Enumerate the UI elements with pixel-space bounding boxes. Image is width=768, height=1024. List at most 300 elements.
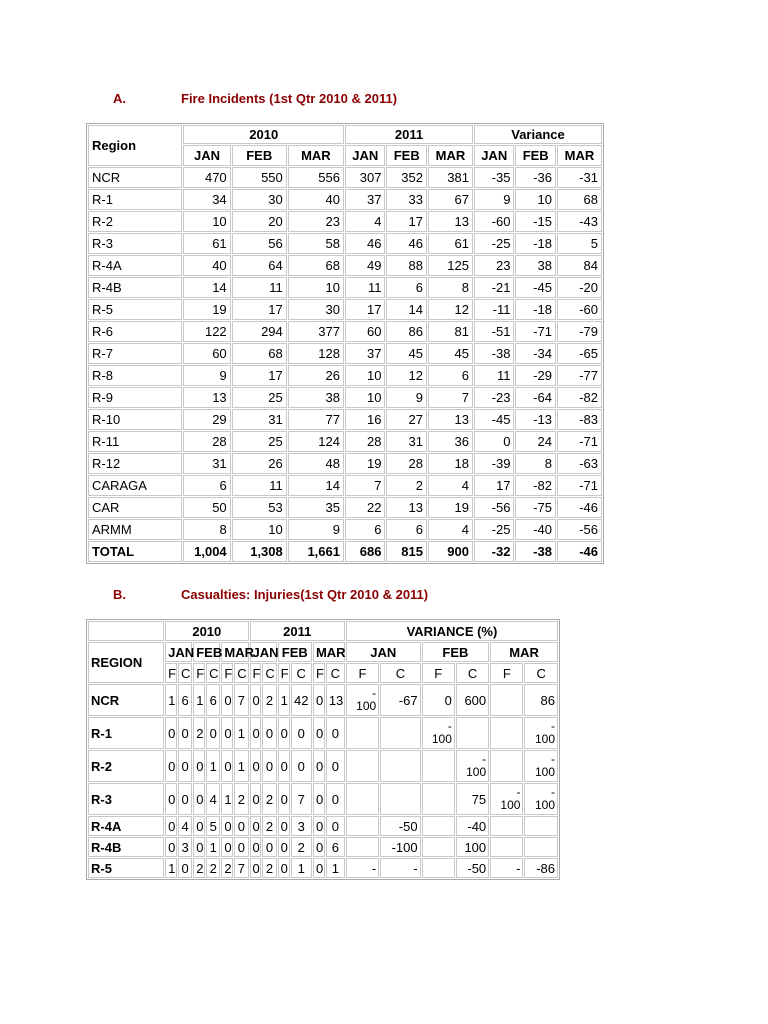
value-cell: 7 [345, 475, 385, 496]
value-cell: 10 [515, 189, 555, 210]
value-cell: 29 [183, 409, 230, 430]
variance-value: - 100 [431, 719, 452, 746]
value-cell: 2 [262, 858, 276, 878]
value-cell: 2 [262, 783, 276, 815]
value-cell: 1 [278, 684, 290, 716]
value-cell: 58 [288, 233, 344, 254]
value-cell: 0 [165, 816, 177, 836]
value-cell: 2 [262, 684, 276, 716]
fc-header-5: C [234, 663, 248, 683]
value-cell: 0 [221, 717, 233, 749]
value-cell: 36 [428, 431, 473, 452]
value-cell: 13 [183, 387, 230, 408]
value-cell: 0 [262, 750, 276, 782]
total-cell: 900 [428, 541, 473, 562]
value-cell: 3 [291, 816, 312, 836]
region-cell: CAR [88, 497, 182, 518]
value-cell: -21 [474, 277, 514, 298]
value-cell: 0 [250, 837, 262, 857]
value-cell: 0 [326, 717, 345, 749]
value-cell: 68 [288, 255, 344, 276]
value-cell: 125 [428, 255, 473, 276]
value-cell: 40 [183, 255, 230, 276]
fc-header-9: C [291, 663, 312, 683]
variance-value: - 100 [356, 686, 377, 713]
value-cell: 35 [288, 497, 344, 518]
value-cell: -13 [515, 409, 555, 430]
value-cell: 0 [291, 750, 312, 782]
value-cell: 11 [232, 277, 287, 298]
value-cell: -25 [474, 519, 514, 540]
value-cell: -35 [474, 167, 514, 188]
value-cell: 5 [206, 816, 220, 836]
variance-cell [524, 783, 558, 815]
month-header-3: JAN [345, 145, 385, 166]
value-cell: 8 [428, 277, 473, 298]
value-cell: 67 [428, 189, 473, 210]
value-cell: -79 [557, 321, 602, 342]
variance-cell [490, 837, 523, 857]
section-a-title: Fire Incidents (1st Qtr 2010 & 2011) [181, 91, 398, 106]
region-cell: R-4B [88, 837, 164, 857]
month-header-6: JAN [474, 145, 514, 166]
value-cell: -71 [557, 431, 602, 452]
value-cell: 17 [232, 299, 287, 320]
variance-cell [490, 816, 523, 836]
value-cell: 9 [474, 189, 514, 210]
value-cell: 53 [232, 497, 287, 518]
group-header-0: 2010 [183, 125, 344, 144]
month-header-0: JAN [183, 145, 230, 166]
value-cell: 49 [345, 255, 385, 276]
value-cell: 0 [165, 837, 177, 857]
variance-cell [422, 717, 455, 749]
value-cell: 0 [178, 858, 192, 878]
value-cell: 61 [428, 233, 473, 254]
value-cell: 2 [262, 816, 276, 836]
value-cell: 2 [291, 837, 312, 857]
value-cell: 10 [288, 277, 344, 298]
value-cell: 88 [386, 255, 426, 276]
table-row [88, 475, 602, 496]
region-header: REGION [88, 642, 164, 683]
table-row [88, 453, 602, 474]
table-row [88, 858, 558, 878]
table-row [88, 409, 602, 430]
value-cell: -39 [474, 453, 514, 474]
header-blank [88, 621, 164, 641]
value-cell: 4 [345, 211, 385, 232]
value-cell: 377 [288, 321, 344, 342]
value-cell: 0 [313, 783, 325, 815]
region-cell: R-11 [88, 431, 182, 452]
fc-header-13: C [380, 663, 420, 683]
value-cell: -18 [515, 233, 555, 254]
table-row [88, 255, 602, 276]
region-cell: R-6 [88, 321, 182, 342]
variance-cell [346, 717, 379, 749]
variance-cell: -50 [456, 858, 489, 878]
total-cell: 815 [386, 541, 426, 562]
value-cell: 45 [386, 343, 426, 364]
variance-cell: 100 [456, 837, 489, 857]
value-cell: 0 [193, 816, 205, 836]
value-cell: 37 [345, 189, 385, 210]
table-row [88, 717, 558, 749]
month-header-3: JAN [250, 642, 277, 662]
region-cell: R-3 [88, 233, 182, 254]
value-cell: -56 [474, 497, 514, 518]
value-cell: -75 [515, 497, 555, 518]
value-cell: -71 [515, 321, 555, 342]
value-cell: 0 [165, 783, 177, 815]
value-cell: -65 [557, 343, 602, 364]
value-cell: 26 [232, 453, 287, 474]
group-header-2: Variance [474, 125, 602, 144]
value-cell: 68 [557, 189, 602, 210]
value-cell: 8 [515, 453, 555, 474]
value-cell: 4 [428, 475, 473, 496]
variance-cell [380, 783, 420, 815]
value-cell: 13 [428, 409, 473, 430]
value-cell: 4 [178, 816, 192, 836]
value-cell: 124 [288, 431, 344, 452]
value-cell: 45 [428, 343, 473, 364]
value-cell: 81 [428, 321, 473, 342]
value-cell: 0 [250, 750, 262, 782]
value-cell: 2 [193, 858, 205, 878]
value-cell: 2 [386, 475, 426, 496]
month-header-7: FEB [422, 642, 490, 662]
value-cell: 0 [313, 717, 325, 749]
value-cell: 60 [183, 343, 230, 364]
value-cell: 0 [326, 750, 345, 782]
value-cell: 0 [313, 858, 325, 878]
value-cell: 22 [345, 497, 385, 518]
value-cell: 6 [326, 837, 345, 857]
value-cell: 1 [221, 783, 233, 815]
table-row [88, 189, 602, 210]
variance-value: - 100 [534, 719, 555, 746]
variance-cell: - [346, 858, 379, 878]
value-cell: -11 [474, 299, 514, 320]
value-cell: 31 [232, 409, 287, 430]
variance-cell [422, 858, 455, 878]
region-cell: R-7 [88, 343, 182, 364]
value-cell: 1 [193, 684, 205, 716]
value-cell: 14 [183, 277, 230, 298]
value-cell: 17 [474, 475, 514, 496]
value-cell: -36 [515, 167, 555, 188]
table-row [88, 321, 602, 342]
value-cell: -83 [557, 409, 602, 430]
header-row-years [88, 621, 558, 641]
value-cell: 352 [386, 167, 426, 188]
region-cell: R-2 [88, 211, 182, 232]
section-a-letter: A. [113, 91, 126, 106]
value-cell: 5 [557, 233, 602, 254]
value-cell: 7 [291, 783, 312, 815]
fc-header-16: F [490, 663, 523, 683]
fc-header-3: C [206, 663, 220, 683]
header-row-months [88, 642, 558, 662]
value-cell: -64 [515, 387, 555, 408]
value-cell: -40 [515, 519, 555, 540]
value-cell: -38 [474, 343, 514, 364]
value-cell: -20 [557, 277, 602, 298]
variance-cell [422, 783, 455, 815]
value-cell: -45 [474, 409, 514, 430]
value-cell: 34 [183, 189, 230, 210]
value-cell: 61 [183, 233, 230, 254]
value-cell: 12 [386, 365, 426, 386]
region-cell: R-4A [88, 816, 164, 836]
value-cell: 0 [178, 717, 192, 749]
region-cell: R-1 [88, 717, 164, 749]
fc-header-8: F [278, 663, 290, 683]
value-cell: 30 [232, 189, 287, 210]
value-cell: 84 [557, 255, 602, 276]
value-cell: 7 [234, 858, 248, 878]
variance-value: - 100 [534, 752, 555, 779]
value-cell: 0 [278, 837, 290, 857]
value-cell: -23 [474, 387, 514, 408]
table-row [88, 167, 602, 188]
group-header-1: 2011 [250, 621, 345, 641]
table-row [88, 684, 558, 716]
variance-value: - 100 [466, 752, 487, 779]
value-cell: -51 [474, 321, 514, 342]
value-cell: 17 [386, 211, 426, 232]
value-cell: 0 [278, 750, 290, 782]
value-cell: -82 [557, 387, 602, 408]
value-cell: 17 [345, 299, 385, 320]
value-cell: 2 [221, 858, 233, 878]
variance-cell [422, 816, 455, 836]
value-cell: 0 [278, 858, 290, 878]
value-cell: 13 [386, 497, 426, 518]
total-label: TOTAL [88, 541, 182, 562]
value-cell: 0 [262, 717, 276, 749]
region-cell: ARMM [88, 519, 182, 540]
total-cell: -38 [515, 541, 555, 562]
value-cell: 46 [345, 233, 385, 254]
variance-cell: -86 [524, 858, 558, 878]
fc-header-2: F [193, 663, 205, 683]
value-cell: -31 [557, 167, 602, 188]
value-cell: 381 [428, 167, 473, 188]
value-cell: 0 [326, 783, 345, 815]
variance-cell: 0 [422, 684, 455, 716]
value-cell: -71 [557, 475, 602, 496]
region-cell: R-3 [88, 783, 164, 815]
variance-cell: - [490, 858, 523, 878]
value-cell: 0 [250, 717, 262, 749]
value-cell: 28 [183, 431, 230, 452]
value-cell: 33 [386, 189, 426, 210]
total-cell: 1,661 [288, 541, 344, 562]
value-cell: 0 [250, 783, 262, 815]
variance-cell: 75 [456, 783, 489, 815]
variance-cell [346, 684, 379, 716]
value-cell: 77 [288, 409, 344, 430]
month-header-2: MAR [221, 642, 248, 662]
value-cell: -77 [557, 365, 602, 386]
value-cell: 9 [386, 387, 426, 408]
value-cell: 0 [221, 684, 233, 716]
value-cell: 0 [326, 816, 345, 836]
value-cell: 1 [326, 858, 345, 878]
value-cell: 0 [278, 717, 290, 749]
value-cell: 0 [206, 717, 220, 749]
variance-cell [524, 816, 558, 836]
value-cell: 60 [345, 321, 385, 342]
value-cell: 12 [428, 299, 473, 320]
variance-cell [490, 783, 523, 815]
variance-cell: 600 [456, 684, 489, 716]
region-header: Region [88, 125, 182, 166]
region-cell: R-12 [88, 453, 182, 474]
value-cell: 1 [234, 750, 248, 782]
variance-cell [346, 750, 379, 782]
variance-cell: 86 [524, 684, 558, 716]
value-cell: 0 [234, 837, 248, 857]
value-cell: 3 [178, 837, 192, 857]
table-row [88, 343, 602, 364]
value-cell: 19 [183, 299, 230, 320]
value-cell: 31 [386, 431, 426, 452]
value-cell: 0 [221, 750, 233, 782]
value-cell: 0 [193, 837, 205, 857]
fc-header-0: F [165, 663, 177, 683]
value-cell: 1 [206, 837, 220, 857]
value-cell: -60 [557, 299, 602, 320]
value-cell: 0 [178, 750, 192, 782]
region-cell: R-8 [88, 365, 182, 386]
value-cell: 0 [221, 837, 233, 857]
table-row [88, 387, 602, 408]
value-cell: 17 [232, 365, 287, 386]
value-cell: 64 [232, 255, 287, 276]
region-cell: R-5 [88, 858, 164, 878]
region-cell: R-2 [88, 750, 164, 782]
value-cell: 10 [183, 211, 230, 232]
total-cell: 686 [345, 541, 385, 562]
variance-cell [456, 717, 489, 749]
fc-header-12: F [346, 663, 379, 683]
variance-cell [524, 837, 558, 857]
value-cell: 11 [232, 475, 287, 496]
month-header-2: MAR [288, 145, 344, 166]
value-cell: 6 [206, 684, 220, 716]
value-cell: 2 [206, 858, 220, 878]
value-cell: 13 [326, 684, 345, 716]
variance-cell: -40 [456, 816, 489, 836]
value-cell: -45 [515, 277, 555, 298]
value-cell: 128 [288, 343, 344, 364]
value-cell: 28 [386, 453, 426, 474]
value-cell: -15 [515, 211, 555, 232]
value-cell: -63 [557, 453, 602, 474]
value-cell: 0 [234, 816, 248, 836]
value-cell: 9 [183, 365, 230, 386]
value-cell: 50 [183, 497, 230, 518]
region-cell: CARAGA [88, 475, 182, 496]
value-cell: 0 [262, 837, 276, 857]
table-row [88, 783, 558, 815]
value-cell: 0 [278, 783, 290, 815]
variance-cell [346, 783, 379, 815]
value-cell: 23 [288, 211, 344, 232]
value-cell: 0 [313, 750, 325, 782]
total-row [88, 541, 602, 562]
value-cell: 1 [165, 858, 177, 878]
table-row [88, 365, 602, 386]
value-cell: 20 [232, 211, 287, 232]
value-cell: -34 [515, 343, 555, 364]
group-header-0: 2010 [165, 621, 248, 641]
value-cell: 28 [345, 431, 385, 452]
total-cell: 1,308 [232, 541, 287, 562]
variance-cell [490, 717, 523, 749]
value-cell: 26 [288, 365, 344, 386]
fc-header-11: C [326, 663, 345, 683]
value-cell: 0 [221, 816, 233, 836]
total-cell: -32 [474, 541, 514, 562]
region-cell: R-5 [88, 299, 182, 320]
value-cell: 0 [313, 684, 325, 716]
month-header-4: FEB [278, 642, 312, 662]
table-row [88, 299, 602, 320]
value-cell: 24 [515, 431, 555, 452]
injuries-table [86, 619, 560, 880]
fc-header-6: F [250, 663, 262, 683]
variance-cell: -100 [380, 837, 420, 857]
value-cell: 6 [183, 475, 230, 496]
value-cell: 0 [193, 750, 205, 782]
value-cell: 19 [345, 453, 385, 474]
group-header-1: 2011 [345, 125, 473, 144]
variance-cell [490, 750, 523, 782]
value-cell: 30 [288, 299, 344, 320]
table-row [88, 750, 558, 782]
value-cell: 48 [288, 453, 344, 474]
value-cell: 0 [178, 783, 192, 815]
month-header-8: MAR [557, 145, 602, 166]
value-cell: 42 [291, 684, 312, 716]
month-header-6: JAN [346, 642, 421, 662]
value-cell: 7 [428, 387, 473, 408]
variance-cell [524, 750, 558, 782]
total-cell: 1,004 [183, 541, 230, 562]
value-cell: 6 [428, 365, 473, 386]
value-cell: 550 [232, 167, 287, 188]
fc-header-15: C [456, 663, 489, 683]
value-cell: -25 [474, 233, 514, 254]
month-header-5: MAR [313, 642, 345, 662]
value-cell: 1 [234, 717, 248, 749]
value-cell: -60 [474, 211, 514, 232]
table-row [88, 233, 602, 254]
variance-cell [456, 750, 489, 782]
table-row [88, 497, 602, 518]
value-cell: 0 [291, 717, 312, 749]
month-header-5: MAR [428, 145, 473, 166]
month-header-1: FEB [193, 642, 220, 662]
fc-header-10: F [313, 663, 325, 683]
variance-cell [346, 837, 379, 857]
section-b-letter: B. [113, 587, 126, 602]
